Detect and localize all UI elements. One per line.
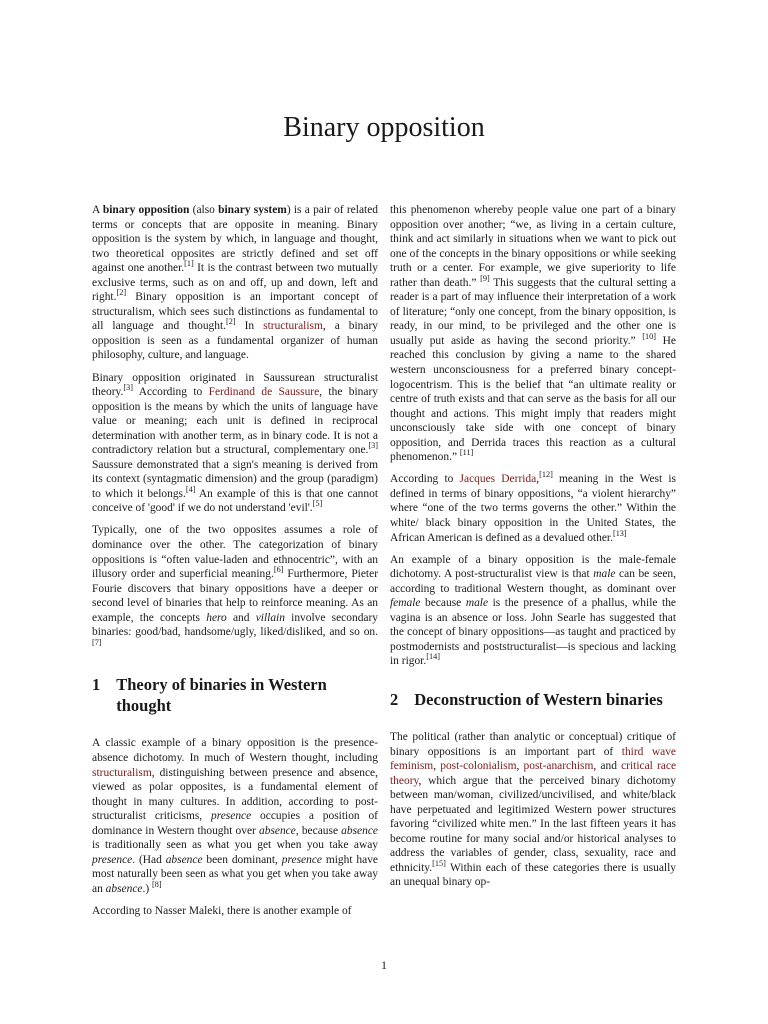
citation-link[interactable]: [10] bbox=[642, 332, 656, 342]
citation-link[interactable]: [13] bbox=[612, 528, 627, 538]
text: An example of this is that one cannot conceive of 'good' if we do not understand 'evil'. bbox=[92, 487, 378, 515]
link-jacques-derrida[interactable]: Jacques Derrida bbox=[459, 473, 537, 486]
text: A classic example of a binary opposition is the presence-absence dichotomy. In much of Western thought, including bbox=[92, 737, 378, 764]
text: Saussure demonstrated that a sign's meaning is derived from its context (syntagmatic dimension) and the group (paradigm) to which it belongs. bbox=[92, 458, 378, 500]
section-title: Theory of binaries in Western thought bbox=[116, 675, 327, 716]
citation-link[interactable]: [12] bbox=[539, 470, 553, 480]
link-structuralism[interactable]: structuralism bbox=[92, 766, 152, 779]
text: , a binary opposition is seen as a fundamental organizer of human philosophy, culture, and language. bbox=[92, 320, 378, 362]
text: Furthermore, Pieter Fourie discovers that binary oppositions have a deeper or second level of binaries that help to reinforce meaning. As an example, the concepts bbox=[92, 568, 378, 624]
text: It is the contrast between two mutually exclusive terms, such as on and off, up and down, left and right. bbox=[92, 262, 378, 304]
text: , bbox=[536, 473, 540, 486]
citation-link[interactable]: [4] bbox=[185, 485, 196, 495]
paragraph-presence-absence bbox=[92, 736, 378, 896]
text: Within each of these categories there is usually an unequal binary op- bbox=[390, 861, 676, 889]
text: , which argue that the perceived binary dichotomy between man/woman, civilized/uncivilised, and white/black have perpetuated and legitimized Western power structures favoring “civilized white men.” In the last fifteen years it has become routine for many social and/or historical analyses to address the variables of gender, class, sexuality, race and ethnicity. bbox=[390, 774, 676, 874]
italic-term: absence bbox=[165, 853, 203, 866]
link-structuralism[interactable]: structuralism bbox=[263, 320, 323, 333]
text: , and bbox=[593, 760, 622, 773]
paragraph-dominance bbox=[92, 523, 378, 654]
paragraph-male-female bbox=[390, 553, 676, 669]
citation-link[interactable]: [8] bbox=[152, 880, 162, 890]
text: Binary opposition originated in Saussurean structuralist theory. bbox=[92, 371, 378, 399]
citation-link[interactable]: [15] bbox=[432, 859, 446, 869]
text: . (Had bbox=[132, 853, 166, 866]
text: can be seen, according to traditional Western thought, as dominant over bbox=[390, 568, 676, 595]
paragraph-maleki bbox=[92, 904, 378, 919]
text: .) bbox=[142, 882, 153, 895]
text: is the presence of a phallus, while the vagina is an absence or loss. John Searle has suggested that the concept of binary oppositions—as taught and practiced by postmodernists and poststructuralist—is specious and lacking in rigor. bbox=[390, 597, 676, 668]
text: this phenomenon whereby people value one part of a binary opposition over another; “we, as living in a certain culture, think and act similarly in situations when we want to pick out one of the concepts in the binary oppositions or while seeking truth or a center. For example, we give superiority to life rather than death.” bbox=[390, 204, 676, 289]
link-post-anarchism[interactable]: post-anarchism bbox=[523, 760, 594, 773]
link-ferdinand-de-saussure[interactable]: Ferdinand de Saussure bbox=[208, 386, 320, 399]
citation-link[interactable]: [1] bbox=[184, 259, 194, 269]
italic-term: male bbox=[465, 597, 489, 610]
italic-term: hero bbox=[206, 611, 227, 624]
italic-term: male bbox=[593, 568, 616, 581]
citation-link[interactable]: [3] bbox=[123, 383, 133, 393]
text: Binary opposition is an important concept of structuralism, which sees such distinctions as fundamental to all language and thought. bbox=[92, 291, 378, 333]
bold-term: binary opposition bbox=[102, 204, 190, 216]
citation-link[interactable]: [9] bbox=[480, 273, 490, 283]
page-title: Binary opposition bbox=[283, 112, 485, 143]
left-column bbox=[92, 203, 378, 926]
text: , distinguishing between presence and absence, viewed as polar opposites, is a fundamental element of thought in many cultures. In addition, according to post-structuralist criticisms, bbox=[92, 766, 378, 823]
text: might have most naturally been seen as what you get when you take away an bbox=[92, 853, 378, 895]
italic-term: absence bbox=[105, 882, 143, 895]
text: A bbox=[92, 204, 103, 216]
text: and bbox=[226, 611, 256, 624]
citation-link[interactable]: [11] bbox=[459, 448, 474, 458]
section-heading-1 bbox=[92, 674, 378, 716]
citation-link[interactable]: [7] bbox=[92, 638, 102, 648]
page-number: 1 bbox=[381, 958, 387, 972]
paragraph-derrida bbox=[390, 472, 676, 545]
section-number: 2 bbox=[390, 689, 399, 709]
italic-term: female bbox=[390, 597, 421, 610]
text: is traditionally seen as what you get when you take away bbox=[92, 839, 378, 852]
link-post-colonialism[interactable]: post-colonialism bbox=[440, 760, 517, 773]
text: According to bbox=[132, 386, 209, 399]
italic-term: presence bbox=[210, 810, 252, 823]
link-third-wave-feminism[interactable]: third wave feminism bbox=[390, 745, 677, 773]
italic-term: absence bbox=[259, 824, 296, 837]
italic-term: absence bbox=[341, 824, 379, 837]
section-title: Deconstruction of Western binaries bbox=[414, 689, 663, 709]
text: ) is a pair of related terms or concepts that are opposite in meaning. Binary opposition is the system by which, in language and thought, two theoretical opposites are strictly defined and set off against one another. bbox=[92, 204, 378, 275]
text: , bbox=[433, 760, 441, 773]
text: This suggests that the cultural setting a reader is a part of may influence their interpretation of a work of literature; “only one concept, from the binary opposition, is ready, in our mind, to be privileged and the other one is usually put aside as having the second priority.” bbox=[390, 276, 676, 347]
citation-link[interactable]: [2] bbox=[226, 317, 236, 327]
citation-link[interactable]: [3] bbox=[368, 441, 378, 451]
text: An example of a binary opposition is the male-female dichotomy. A post-structuralist view is that bbox=[390, 553, 676, 581]
paragraph-logocentrism bbox=[390, 203, 676, 465]
text: In bbox=[235, 320, 264, 333]
paragraph-saussure bbox=[92, 371, 378, 516]
text: He reached this conclusion by giving a name to the shared western unconsciousness for a preferred binary concept- logocentrism. This is the belief that “an ultimate reality or centre of truth exists and that can serve as the basis for all our thought and actions. This might imply that readers might unconsciously take side with one concept of binary opposition, and Derrida traces this reaction as a cultural phenomenon.” bbox=[390, 334, 676, 464]
text: , bbox=[516, 760, 524, 773]
citation-link[interactable]: [2] bbox=[116, 288, 127, 298]
section-heading-2 bbox=[390, 689, 676, 710]
text: , because bbox=[295, 824, 342, 837]
paragraph-intro bbox=[92, 203, 378, 363]
text: , the binary opposition is the means by which the units of language have value or meaning; each unit is defined in reciprocal determination with another term, as in binary code. It is not a contradictory relation but a structural, complementary one. bbox=[92, 386, 378, 457]
citation-link[interactable]: [14] bbox=[426, 652, 440, 662]
paragraph-political-critique bbox=[390, 730, 676, 890]
citation-link[interactable]: [6] bbox=[273, 565, 284, 575]
text: occupies a position of dominance in Western thought over bbox=[92, 810, 378, 837]
text: The political (rather than analytic or conceptual) critique of binary oppositions is an important part of bbox=[390, 730, 676, 758]
italic-term: presence bbox=[281, 853, 322, 866]
italic-term: presence bbox=[92, 853, 133, 866]
citation-link[interactable]: [5] bbox=[312, 499, 323, 509]
text: (also bbox=[189, 204, 219, 216]
italic-term: villain bbox=[255, 611, 285, 624]
right-column bbox=[390, 203, 676, 897]
text: been dominant, bbox=[202, 853, 282, 866]
text: because bbox=[420, 597, 466, 610]
text: involve secondary binaries: good/bad, handsome/ugly, liked/disliked, and so on. bbox=[92, 611, 379, 639]
link-critical-race-theory[interactable]: critical race theory bbox=[390, 760, 677, 787]
text: Typically, one of the two opposites assumes a role of dominance over the other. The categorization of binary oppositions is “often value-laden and ethnocentric”, with an illusory order and superficial meaning. bbox=[92, 524, 378, 581]
text: meaning in the West is defined in terms of binary oppositions, “a violent hierarchy” where “one of the two terms governs the other.” Within the white/ black binary opposition in the United States, the African American is defined as a devalued other. bbox=[390, 473, 676, 544]
section-number: 1 bbox=[92, 675, 101, 695]
text: According to Nasser Maleki, there is another example of bbox=[92, 904, 352, 917]
text: According to bbox=[390, 473, 460, 486]
bold-term: binary system bbox=[218, 204, 287, 216]
